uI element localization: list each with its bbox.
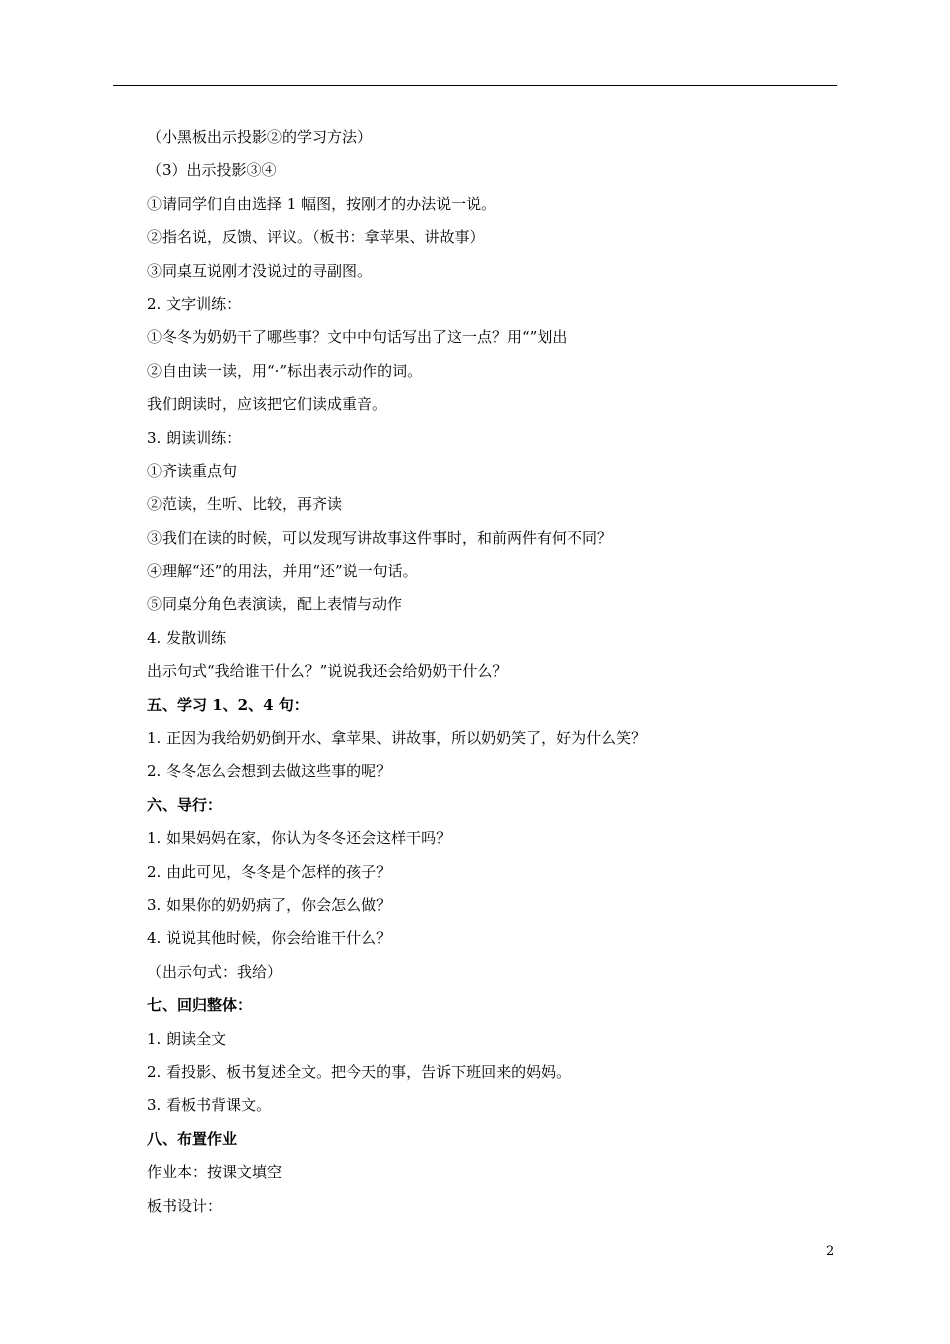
text-line: 4. 说说其他时候，你会给谁干什么？	[147, 929, 392, 948]
text-line: 3. 看板书背课文。	[147, 1096, 272, 1115]
section-heading: 五、学习 1、2、4 句：	[147, 695, 309, 714]
text-line: 2. 冬冬怎么会想到去做这些事的呢？	[147, 762, 392, 781]
text-line: （出示句式：我给）	[147, 962, 283, 981]
text-line: 出示句式“我给谁干什么？”说说我还会给奶奶干什么？	[147, 662, 508, 681]
text-line: 3. 朗读训练：	[147, 428, 242, 447]
section-heading: 七、回归整体：	[147, 996, 253, 1015]
text-line: 1. 如果妈妈在家，你认为冬冬还会这样干吗？	[147, 829, 452, 848]
text-line: 2. 文字训练：	[147, 294, 242, 313]
header-rule	[113, 85, 837, 86]
text-line: ①齐读重点句	[147, 461, 238, 480]
text-line: 作业本：按课文填空	[147, 1163, 283, 1182]
section-heading: 六、导行：	[147, 795, 223, 814]
text-line: 3. 如果你的奶奶病了，你会怎么做？	[147, 895, 392, 914]
text-line: ③我们在读的时候，可以发现写讲故事这件事时，和前两件有何不同？	[147, 528, 613, 547]
text-line: 2. 由此可见，冬冬是个怎样的孩子？	[147, 862, 392, 881]
text-line: ④理解“还”的用法，并用“还”说一句话。	[147, 562, 418, 581]
text-line: （3）出示投影③④	[147, 161, 277, 180]
text-line: ③同桌互说刚才没说过的寻副图。	[147, 261, 373, 280]
text-line: 1. 正因为我给奶奶倒开水、拿苹果、讲故事，所以奶奶笑了，好为什么笑？	[147, 729, 647, 748]
text-line: ①请同学们自由选择 1 幅图，按刚才的办法说一说。	[147, 194, 497, 213]
text-line: 2. 看投影、板书复述全文。把今天的事，告诉下班回来的妈妈。	[147, 1062, 572, 1081]
text-line: 1. 朗读全文	[147, 1029, 227, 1048]
text-line: ②范读，生听、比较，再齐读	[147, 495, 343, 514]
page-number: 2	[826, 1244, 835, 1259]
text-line: 我们朗读时，应该把它们读成重音。	[147, 395, 388, 414]
text-line: 板书设计：	[147, 1196, 223, 1215]
document-body	[147, 124, 837, 1226]
text-line: （小黑板出示投影②的学习方法）	[147, 128, 373, 146]
text-line: ②自由读一读，用“·”标出表示动作的词。	[147, 361, 423, 380]
text-line: ②指名说，反馈、评议。（板书：拿苹果、讲故事）	[147, 228, 485, 247]
section-heading: 八、布置作业	[147, 1129, 238, 1148]
text-line: ⑤同桌分角色表演读，配上表情与动作	[147, 595, 403, 614]
text-line: ①冬冬为奶奶干了哪些事？文中中句话写出了这一点？用“”划出	[147, 328, 568, 347]
text-line: 4. 发散训练	[147, 628, 227, 647]
